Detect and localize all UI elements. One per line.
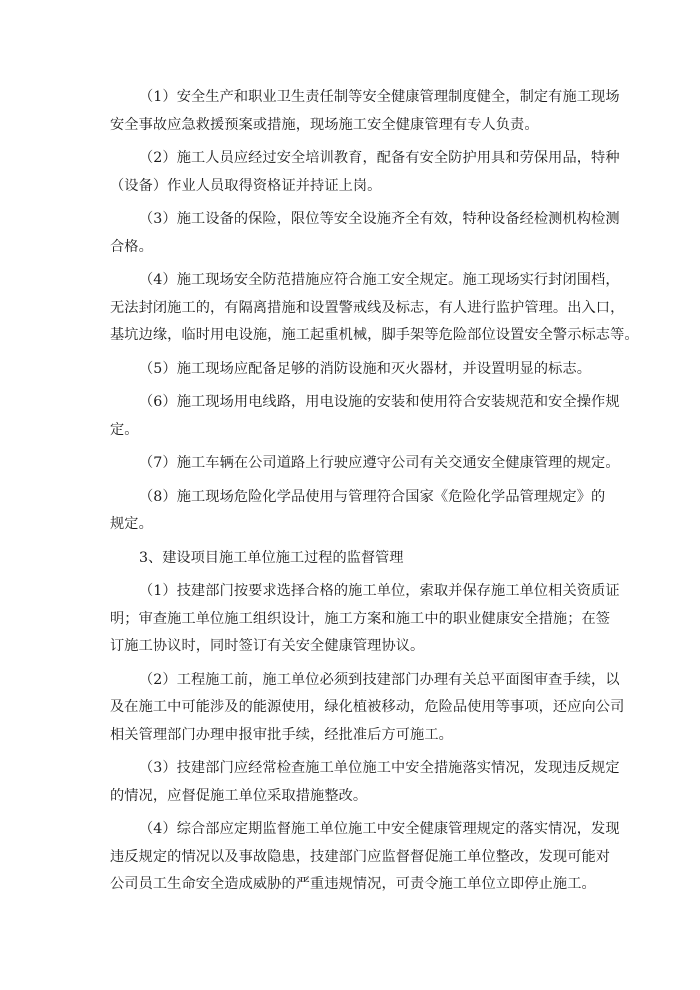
paragraph-line: （1）安全生产和职业卫生责任制等安全健康管理制度健全，制定有施工现场 xyxy=(139,89,620,105)
paragraph-line: （5）施工现场应配备足够的消防设施和灭火器材，并设置明显的标志。 xyxy=(139,360,592,377)
paragraph-line: （6）施工现场用电线路，用电设施的安装和使用符合安装规范和安全操作规 xyxy=(139,394,620,410)
paragraph-5 xyxy=(110,356,604,384)
paragraph-line: 订施工协议时，同时签订有关安全健康管理协议。 xyxy=(110,638,425,654)
paragraph-line: 及在施工中可能涉及的能源使用，绿化植被移动，危险品使用等事项，还应向公司 xyxy=(110,699,625,715)
paragraph-6 xyxy=(110,389,620,444)
paragraph-line: 规定。 xyxy=(110,516,153,532)
paragraph-line: 安全事故应急救援预案或措施，现场施工安全健康管理有专人负责。 xyxy=(110,116,539,133)
paragraph-2 xyxy=(110,145,620,200)
paragraph-line: （3）技建部门应经常检查施工单位施工中安全措施落实情况，发现违反规定 xyxy=(139,760,620,776)
paragraph-line: （2）工程施工前，施工单位必须到技建部门办理有关总平面图审查手续，以 xyxy=(139,671,620,688)
paragraph-3 xyxy=(110,206,620,261)
paragraph-line: （4）施工现场安全防范措施应符合施工安全规定。施工现场实行封闭围档， xyxy=(139,272,620,288)
paragraph-line: （3）施工设备的保险，限位等安全设施齐全有效，特种设备经检测机构检测 xyxy=(139,211,620,227)
paragraph-line: （2）施工人员应经过安全培训教育，配备有安全防护用具和劳保用品，特种 xyxy=(139,150,620,166)
section-paragraph-1 xyxy=(110,578,620,661)
paragraph-line: 相关管理部门办理申报审批手续，经批准后方可施工。 xyxy=(110,726,453,743)
paragraph-line: 无法封闭施工的，有隔离措施和设置警戒线及标志，有人进行监护管理。出入口， xyxy=(110,299,625,316)
paragraph-4 xyxy=(110,267,639,350)
paragraph-line: 明；审查施工单位施工组织设计，施工方案和施工中的职业健康安全措施；在签 xyxy=(110,610,611,627)
paragraph-line: （8）施工现场危险化学品使用与管理符合国家《危险化学品管理规定》的 xyxy=(139,488,606,505)
section-heading: 3、建设项目施工单位施工过程的监督管理 xyxy=(139,549,404,566)
paragraph-line: 定。 xyxy=(110,421,139,438)
paragraph-line: （7）施工车辆在公司道路上行驶应遵守公司有关交通安全健康管理的规定。 xyxy=(139,455,620,471)
paragraph-line: 公司员工生命安全造成威胁的严重违规情况，可责令施工单位立即停止施工。 xyxy=(110,876,596,892)
paragraph-8 xyxy=(110,484,604,539)
paragraph-line: （4）综合部应定期监督施工单位施工中安全健康管理规定的落实情况，发现 xyxy=(139,821,620,837)
paragraph-7 xyxy=(110,450,620,478)
paragraph-line: （设备）作业人员取得资格证并持证上岗。 xyxy=(110,177,382,194)
paragraph-line: 违反规定的情况以及事故隐患，技建部门应监督督促施工单位整改，发现可能对 xyxy=(110,848,611,865)
paragraph-line: 的情况，应督促施工单位采取措施整改。 xyxy=(110,787,368,804)
paragraph-line: 合格。 xyxy=(110,238,153,255)
paragraph-1 xyxy=(110,84,620,139)
paragraph-line: （1）技建部门按要求选择合格的施工单位，索取并保存施工单位相关资质证 xyxy=(139,583,620,599)
section-paragraph-4 xyxy=(110,816,620,899)
section-paragraph-3 xyxy=(110,755,620,810)
document-page xyxy=(110,84,639,905)
section-paragraph-2 xyxy=(110,667,625,750)
paragraph-line: 基坑边缘，临时用电设施，施工起重机械，脚手架等危险部位设置安全警示标志等。 xyxy=(110,327,639,343)
